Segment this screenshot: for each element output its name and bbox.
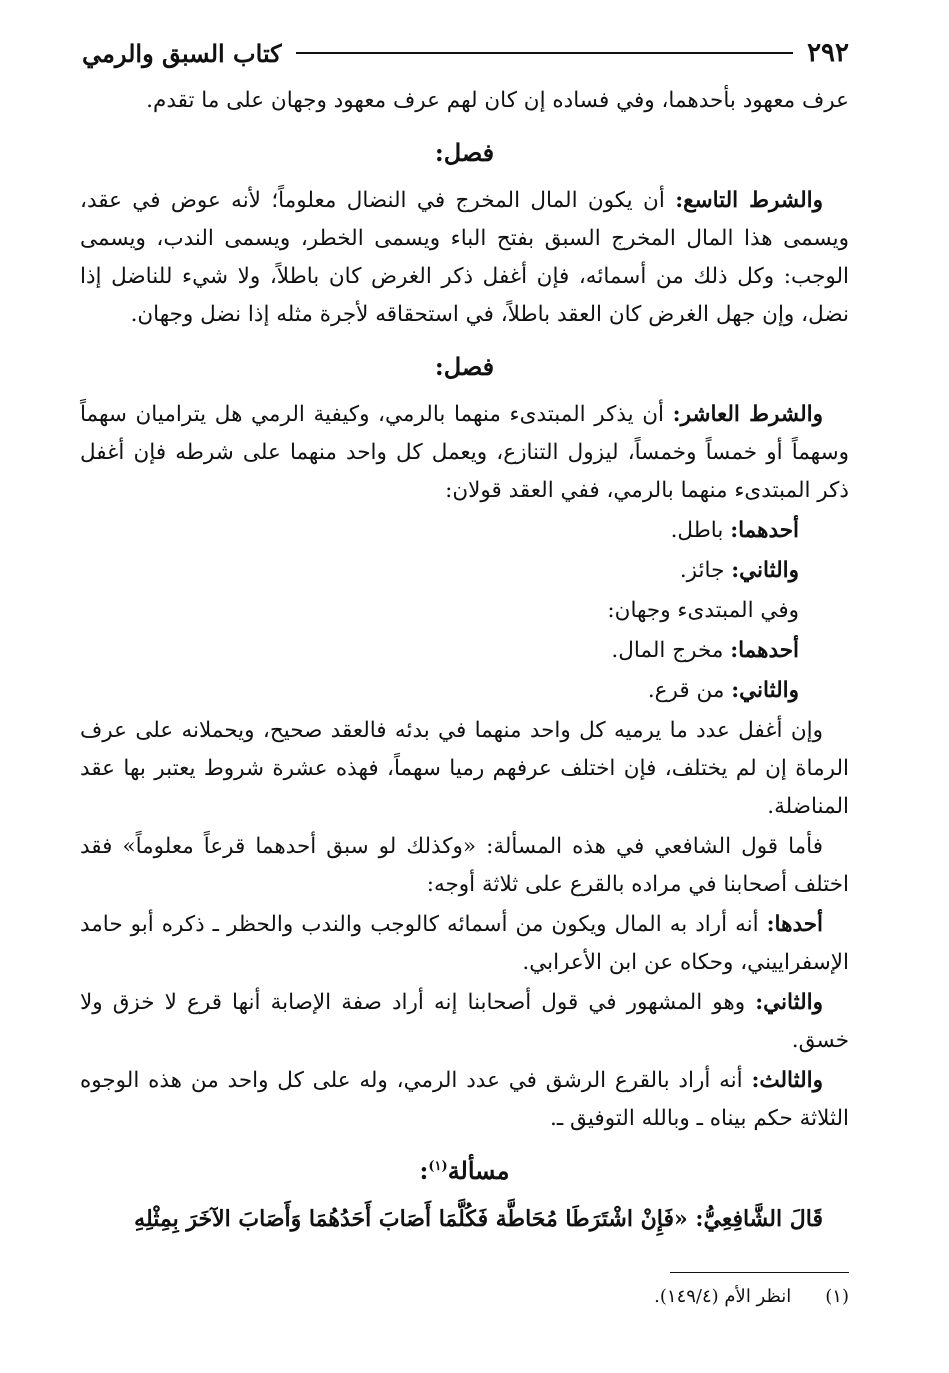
page-header	[82, 30, 849, 76]
paragraph: فأما قول الشافعي في هذه المسألة: «وكذلك لو سبق أحدهما قرعاً معلوماً» فقد اختلف أصحابنا في مراده بالقرع على ثلاثة أوجه:	[80, 834, 849, 897]
page-number: ٢٩٢	[807, 38, 849, 68]
footnote	[80, 1282, 849, 1312]
footnote-mark: (١)	[428, 1159, 448, 1174]
paragraph-lead: والشرط التاسع:	[675, 188, 823, 213]
paragraph-lead: والثالث:	[751, 1068, 823, 1093]
paragraph-lead: أحدها:	[766, 912, 823, 937]
quote-paragraph: قَالَ الشَّافِعِيُّ: «فَإِنْ اشْتَرَطَا مُحَاطَّة فَكُلَّمَا أَصَابَ أَحَدُهُمَا وَأَصَابَ الآخَرَ بِمِثْلِهِ	[134, 1206, 823, 1232]
paragraph: وإن أغفل عدد ما يرميه كل واحد منهما في بدئه فالعقد صحيح، ويحملانه على عرف الرماة إن لم يختلف، فإن اختلف عرفهم رميا سهماً، فهذه عشرة شروط يعتبر بها عقد المناضلة.	[80, 718, 849, 819]
footnote-rule	[670, 1272, 849, 1273]
paragraph: أحدها: أنه أراد به المال ويكون من أسمائه كالوجب والندب والحظر ـ ذكره أبو حامد الإسفراييني، وحكاه عن ابن الأعرابي.	[80, 912, 849, 975]
paragraph: والثاني: وهو المشهور في قول أصحابنا إنه أراد صفة الإصابة أنها قرع لا خزق ولا خسق.	[80, 990, 849, 1053]
list-item: أحدهما: مخرج المال.	[611, 638, 799, 663]
header-rule	[296, 52, 793, 54]
page-body	[80, 82, 849, 1240]
list-item: أحدهما: باطل.	[670, 518, 799, 543]
footnote-text: انظر الأم (١٤٩/٤).	[654, 1286, 792, 1307]
list-item: والثاني: جائز.	[679, 558, 799, 583]
list-item: والثاني: من قرع.	[647, 678, 799, 703]
section-heading: فصل:	[434, 352, 495, 381]
list-item: وفي المبتدىء وجهان:	[607, 598, 799, 623]
paragraph: والشرط العاشر: أن يذكر المبتدىء منهما بالرمي، وكيفية الرمي هل يتراميان سهماً وسهماً أو خمساً وخمساً، ليزول التنازع، ويعمل كل واحد منهما على شرطه فإن أغفل ذكر المبتدىء منهما بالرمي، ففي العقد قولان:	[80, 402, 849, 503]
section-heading: فصل:	[434, 138, 495, 167]
footnote-number: (١)	[825, 1286, 849, 1307]
paragraph: والشرط التاسع: أن يكون المال المخرج في النضال معلوماً؛ لأنه عوض في عقد، ويسمى هذا المال المخرج السبق بفتح الباء ويسمى الخطر، ويسمى الندب، ويسمى الوجب: وكل ذلك من أسمائه، فإن أغفل ذكر الغرض كان باطلاً، ولا شيء للناضل إذا نضل، وإن جهل الغرض كان العقد باطلاً، في استحقاقه لأجرة مثله إذا نضل وجهان.	[80, 188, 849, 327]
paragraph-lead: والشرط العاشر:	[672, 402, 823, 427]
paragraph: عرف معهود بأحدهما، وفي فساده إن كان لهم عرف معهود وجهان على ما تقدم.	[146, 88, 849, 113]
book-title: كتاب السبق والرمي	[82, 38, 282, 68]
paragraph-lead: والثاني:	[755, 990, 823, 1015]
mas-ala-heading: مسألة$^{(١)}$:	[419, 1156, 510, 1185]
paragraph: والثالث: أنه أراد بالقرع الرشق في عدد الرمي، وله على كل واحد من هذه الوجوه الثلاثة حكم بيناه ـ وبالله التوفيق ـ.	[80, 1068, 849, 1131]
